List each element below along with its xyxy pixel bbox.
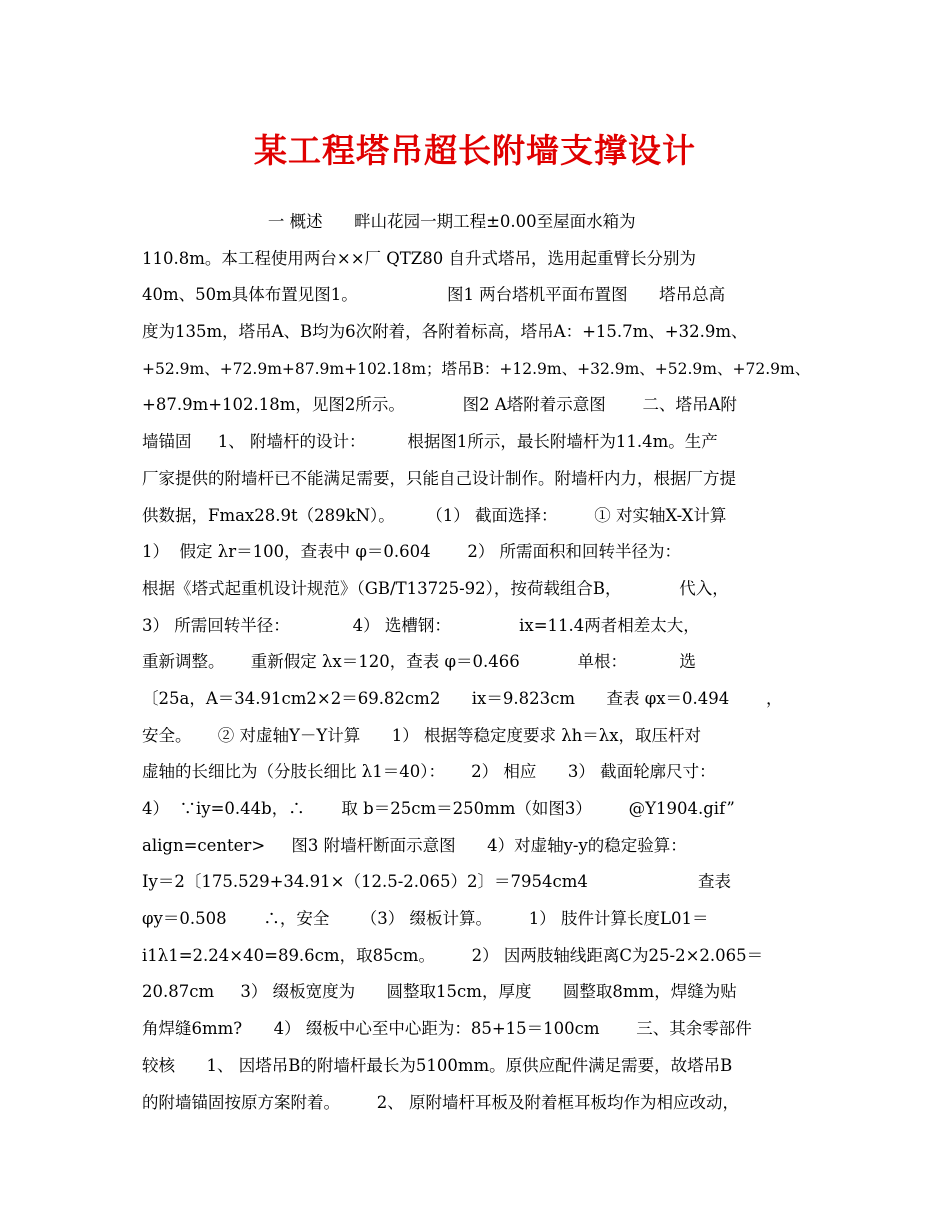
text-line: 度为135m，塔吊A、B均为6次附着，各附着标高，塔吊A：+15.7m、+32.9m、 <box>142 322 748 342</box>
text-line: 40m、50m具体布置见图1。 图1 两台塔机平面布置图 塔吊总高 <box>142 285 726 305</box>
text-line: φy＝0.508 ∴，安全 （3） 缀板计算。 1） 肢件计算长度L01＝ <box>142 909 709 929</box>
text-line: 虚轴的长细比为（分肢长细比 λ1＝40）： 2） 相应 3） 截面轮廓尺寸： <box>142 762 716 782</box>
text-line: +52.9m、+72.9m+87.9m+102.18m；塔吊B：+12.9m、+32.9m、+52.9m、+72.9m、 <box>142 359 811 378</box>
text-line: 根据《塔式起重机设计规范》（GB/T13725-92），按荷载组合B， 代入， <box>142 578 729 598</box>
text-line: 供数据，Fmax28.9t（289kN）。 （1） 截面选择： ① 对实轴X-X计算 <box>142 505 727 525</box>
text-line: 一 概述 畔山花园一期工程±0.00至屋面水箱为 <box>142 212 636 231</box>
text-line: 厂家提供的附墙杆已不能满足需要，只能自己设计制作。附墙杆内力，根据厂方提 <box>142 468 736 488</box>
text-line: 较核 1、 因塔吊B的附墙杆最长为5100mm。原供应配件满足需要，故塔吊B <box>142 1055 733 1075</box>
text-line: Iy＝2〔175.529+34.91×（12.5-2.065）2〕＝7954cm4 查表 <box>142 872 732 892</box>
text-line: align=center> 图3 附墙杆断面示意图 4）对虚轴y-y的稳定验算： <box>142 835 687 855</box>
text-line: 1） 假定 λr＝100，查表中 φ＝0.604 2） 所需面积和回转半径为： <box>142 542 682 562</box>
text-line: 〔25a，A＝34.91cm2×2＝69.82cm2 ix＝9.823cm 查表 φx＝0.494 ， <box>142 688 783 708</box>
text-line: i1λ1=2.24×40=89.6cm，取85cm。 2） 因两肢轴线距离C为25-2×2.065＝ <box>142 945 764 965</box>
text-line: 110.8m。本工程使用两台××厂 QTZ80 自升式塔吊，选用起重臂长分别为 <box>142 248 697 268</box>
text-line: +87.9m+102.18m，见图2所示。 图2 A塔附着示意图 二、塔吊A附 <box>142 395 737 415</box>
text-line: 安全。 ② 对虚轴Y－Y计算 1） 根据等稳定度要求 λh＝λx，取压杆对 <box>142 725 702 745</box>
text-line: 4） ∵iy=0.44b，∴ 取 b＝25cm＝250mm（如图3） @Y1904.gif” <box>142 799 735 818</box>
text-line: 的附墙锚固按原方案附着。 2、 原附墙杆耳板及附着框耳板均作为相应改动， <box>142 1092 739 1112</box>
text-line: 角焊缝6mm? 4） 缀板中心至中心距为：85+15＝100cm 三、其余零部件 <box>142 1019 752 1039</box>
document-title: 某工程塔吊超长附墙支撑设计 <box>254 131 696 170</box>
text-line: 重新调整。 重新假定 λx＝120，查表 φ＝0.466 单根： 选 <box>142 652 696 672</box>
text-line: 墙锚固 1、 附墙杆的设计： 根据图1所示，最长附墙杆为11.4m。生产 <box>142 432 718 452</box>
text-line: 20.87cm 3） 缀板宽度为 圆整取15cm，厚度 圆整取8mm，焊缝为贴 <box>142 982 737 1002</box>
text-line: 3） 所需回转半径： 4） 选槽钢： ix=11.4两者相差太大， <box>142 615 700 635</box>
document-body <box>142 204 814 1121</box>
